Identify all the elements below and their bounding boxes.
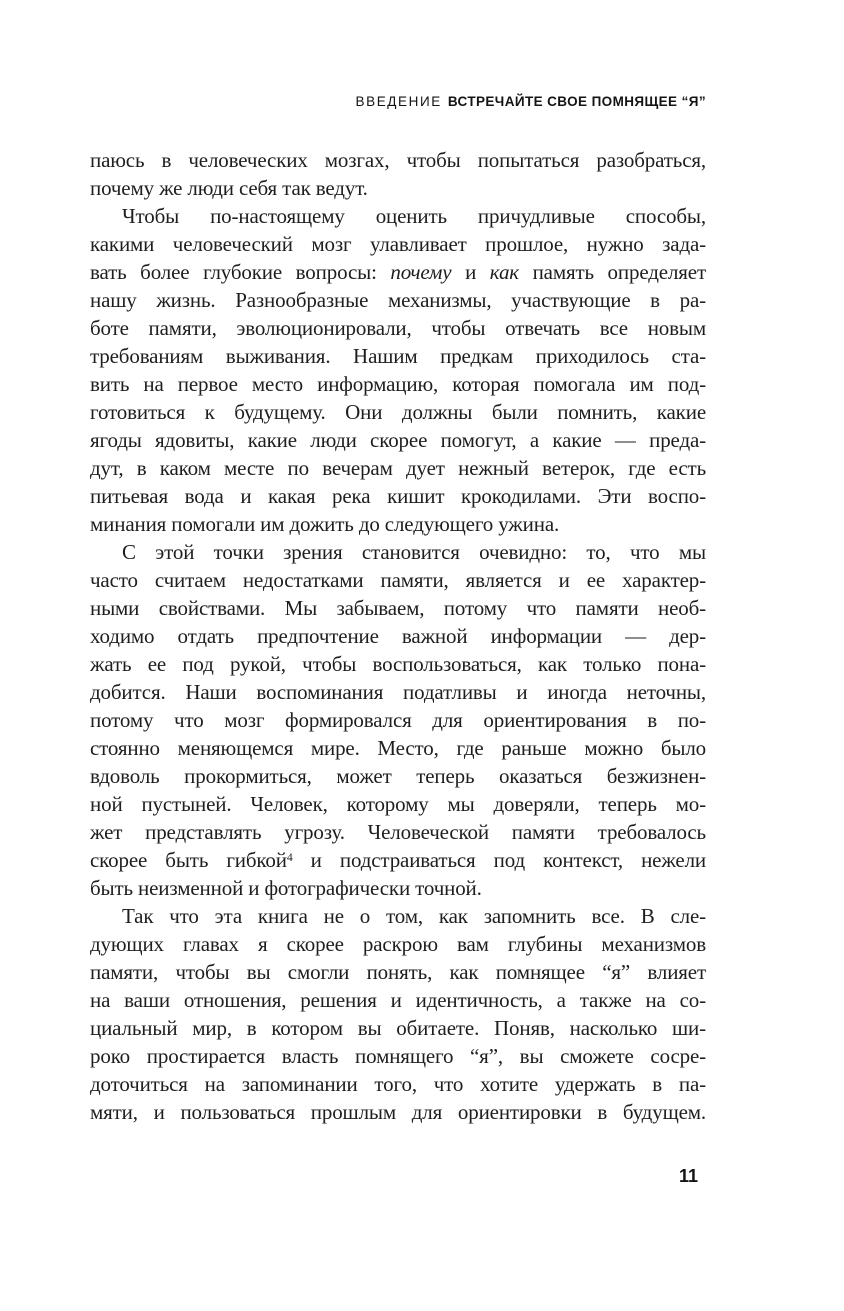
text-line: Так что эта книга не о том, как запомнить все. В сле-	[122, 904, 706, 928]
text-line: Чтобы по-настоящему оценить причудливые способы,	[122, 204, 706, 228]
text-line: на ваши отношения, решения и идентичность, а также на со-	[90, 988, 706, 1012]
text-line: добится. Наши воспоминания податливы и иногда неточны,	[90, 680, 706, 704]
text-line: жать ее под рукой, чтобы воспользоваться, как только пона-	[90, 652, 706, 676]
text-line: дующих главах я скорее раскрою вам глубины механизмов	[90, 932, 706, 956]
header-chapter-title: ВСТРЕЧАЙТЕ СВОЕ ПОМНЯЩЕЕ “Я”	[447, 94, 706, 109]
text-line: вать более глубокие вопросы: почему и как память определяет	[90, 260, 706, 284]
text-line: мяти, и пользоваться прошлым для ориентировки в будущем.	[90, 1100, 706, 1124]
text-line: нашу жизнь. Разнообразные механизмы, участвующие в ра-	[90, 288, 706, 312]
text-line: ходимо отдать предпочтение важной информации — дер-	[90, 624, 706, 648]
paragraph	[90, 146, 706, 202]
text-line: вить на первое место информацию, которая помогала им под-	[90, 372, 706, 396]
text-line: ными свойствами. Мы забываем, потому что памяти необ-	[90, 596, 706, 620]
text-line: памяти, чтобы вы смогли понять, как помнящее “я” влияет	[90, 960, 706, 984]
footnote-marker: 4	[286, 850, 293, 864]
italic-text: как	[489, 260, 519, 284]
body-text	[90, 146, 706, 1126]
text-line: ягоды ядовиты, какие люди скорее помогут, а какие — преда-	[90, 428, 706, 452]
italic-text: почему	[390, 260, 452, 284]
text-line: доточиться на запоминании того, что хотите удержать в па-	[90, 1072, 706, 1096]
text-line: паюсь в человеческих мозгах, чтобы попытаться разобраться,	[90, 148, 706, 172]
text-line: скорее быть гибкой$^4$ и подстраиваться под контекст, нежели	[90, 848, 706, 872]
text-line: какими человеческий мозг улавливает прошлое, нужно зада-	[90, 232, 706, 256]
paragraph	[90, 202, 706, 538]
text-line: ной пустыней. Человек, которому мы доверяли, теперь мо-	[90, 792, 706, 816]
text-line: быть неизменной и фотографически точной.	[90, 876, 482, 900]
running-header	[90, 93, 706, 110]
paragraph	[90, 538, 706, 902]
page-number: 11	[678, 1166, 698, 1186]
text-line: дут, в каком месте по вечерам дует нежный ветерок, где есть	[90, 456, 706, 480]
text-line: питьевая вода и какая река кишит крокодилами. Эти воспо-	[90, 484, 706, 508]
text-line: стоянно меняющемся мире. Место, где раньше можно было	[90, 736, 706, 760]
text-line: жет представлять угрозу. Человеческой памяти требовалось	[90, 820, 706, 844]
paragraph	[90, 902, 706, 1126]
text-line: часто считаем недостатками памяти, является и ее характер-	[90, 568, 706, 592]
text-line: роко простирается власть помнящего “я”, вы сможете сосре-	[90, 1044, 706, 1068]
header-section-label: ВВЕДЕНИЕ	[355, 94, 442, 109]
text-line: минания помогали им дожить до следующего ужина.	[90, 512, 560, 536]
text-line: потому что мозг формировался для ориентирования в по-	[90, 708, 706, 732]
text-line: С этой точки зрения становится очевидно: то, что мы	[122, 540, 706, 564]
text-line: боте памяти, эволюционировали, чтобы отвечать все новым	[90, 316, 706, 340]
text-line: готовиться к будущему. Они должны были помнить, какие	[90, 400, 706, 424]
text-line: требованиям выживания. Нашим предкам приходилось ста-	[90, 344, 706, 368]
text-line: почему же люди себя так ведут.	[90, 176, 368, 200]
text-line: вдоволь прокормиться, может теперь оказаться безжизнен-	[90, 764, 706, 788]
text-line: циальный мир, в котором вы обитаете. Поняв, насколько ши-	[90, 1016, 706, 1040]
